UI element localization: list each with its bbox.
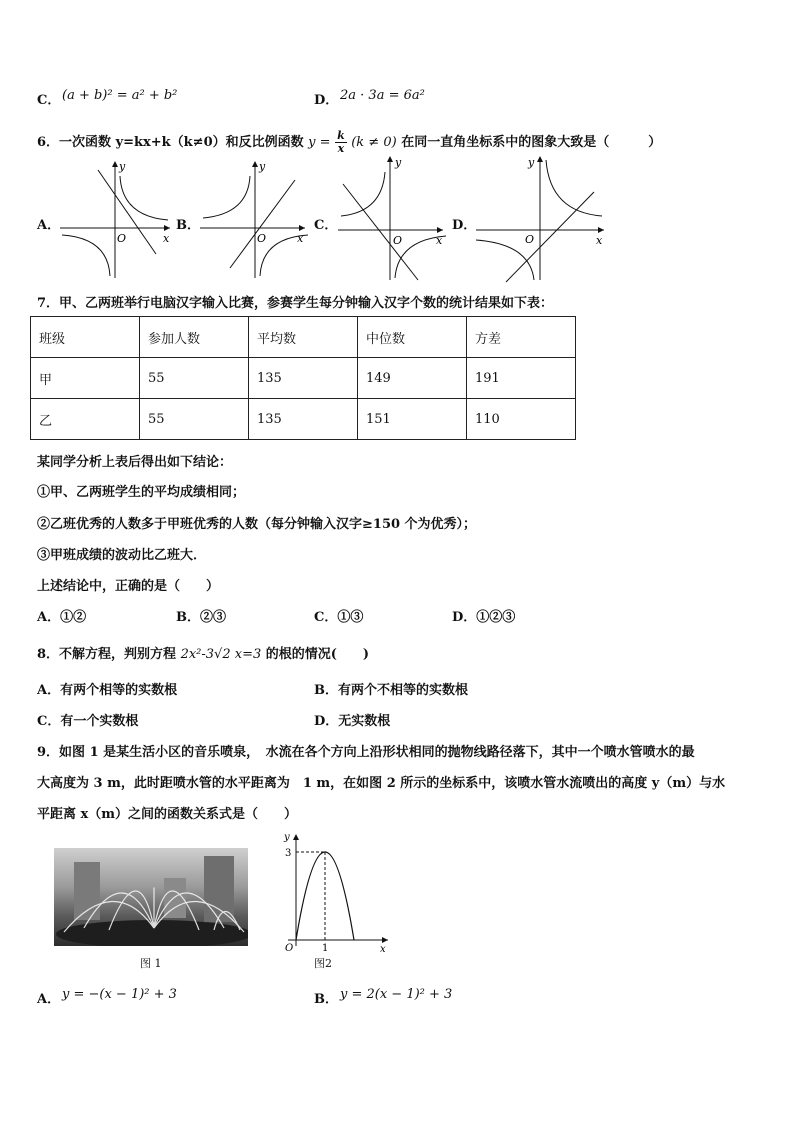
table-cell: 135: [249, 399, 358, 440]
q6d-x-label: x: [596, 234, 603, 247]
q5-option-d-label: D．: [314, 93, 339, 108]
q9-option-a-label: A．: [37, 992, 61, 1007]
table-header-row: [31, 317, 576, 358]
q7-conclusion-2: ②乙班优秀的人数多于甲班优秀的人数（每分钟输入汉字≥150 个为优秀）；: [37, 517, 477, 532]
q6-option-c-label: C．: [314, 218, 338, 233]
q6d-origin: O: [525, 233, 535, 246]
q9-fig1-caption: 图 1: [140, 957, 162, 970]
q6b-y-label: y: [259, 160, 266, 173]
table-header-cell: 平均数: [249, 317, 358, 358]
q7-stem: 7．甲、乙两班举行电脑汉字输入比赛，参赛学生每分钟输入汉字个数的统计结果如下表：: [37, 296, 554, 311]
q5-option-d-expression: 2a · 3a = 6a²: [340, 88, 425, 103]
q6-graph-b: [200, 158, 315, 283]
table-row: [31, 399, 576, 440]
q9-stem-line-3: 平距离 x（m）之间的函数关系式是（ ）: [37, 807, 298, 822]
q5-option-c-label: C．: [37, 93, 61, 108]
q8-stem-before: 8．不解方程，判别方程: [37, 647, 177, 662]
q6-stem-after: 在同一直角坐标系中的图象大致是（ ）: [401, 135, 662, 150]
table-cell: 乙: [31, 399, 140, 440]
q9-stem-line-1: 9．如图 1 是某生活小区的音乐喷泉， 水流在各个方向上沿形状相同的抛物线路径落下，其中一个喷水管喷水的最: [37, 745, 695, 760]
q9-graph-max-label: 3: [285, 848, 292, 859]
table-row: [31, 358, 576, 399]
table-cell: 191: [467, 358, 576, 399]
q7-option-b: B．②③: [176, 610, 226, 625]
q6c-x-label: x: [436, 234, 443, 247]
q6-condition: (k ≠ 0): [351, 135, 397, 150]
table-cell: 甲: [31, 358, 140, 399]
q8-option-d: D．无实数根: [314, 714, 391, 729]
q9-graph-x-label: x: [380, 944, 386, 955]
q9-fountain-photo: [54, 848, 248, 946]
q9-graph-vertex-x-label: 1: [322, 943, 329, 954]
q5-option-c-expression: (a + b)² = a² + b²: [62, 88, 178, 103]
q6-option-a-label: A．: [37, 218, 61, 233]
q6-fraction-numerator: k: [337, 129, 345, 142]
table-cell: 135: [249, 358, 358, 399]
q7-question: 上述结论中，正确的是（ ）: [37, 579, 220, 594]
q8-option-a: A．有两个相等的实数根: [37, 683, 178, 698]
q6-graph-c: [338, 152, 453, 282]
table-cell: 55: [140, 399, 249, 440]
q8-stem: [37, 643, 369, 662]
q9-option-b-expression: y = 2(x − 1)² + 3: [340, 987, 453, 1002]
q6b-origin: O: [257, 232, 267, 245]
table-cell: 110: [467, 399, 576, 440]
q9-fig2-caption: 图2: [314, 957, 332, 970]
q7-conclusion-1: ①甲、乙两班学生的平均成绩相同；: [37, 485, 246, 500]
q8-option-c: C．有一个实数根: [37, 714, 139, 729]
table-cell: 149: [358, 358, 467, 399]
table-header-cell: 参加人数: [140, 317, 249, 358]
table-cell: 55: [140, 358, 249, 399]
q7-option-c: C．①③: [314, 610, 364, 625]
q9-parabola-graph: [276, 830, 396, 955]
q6a-x-label: x: [163, 232, 170, 245]
table-header-cell: 方差: [467, 317, 576, 358]
q6a-y-label: y: [119, 160, 126, 173]
q7-stats-table: [30, 316, 576, 440]
q6b-x-label: x: [297, 232, 304, 245]
q9-stem-line-2: 大高度为 3 m，此时距喷水管的水平距离为 1 m，在如图 2 所示的坐标系中，该喷水管水流喷出的高度 y（m）与水: [37, 776, 726, 791]
q6-graph-a: [60, 158, 175, 283]
q6c-y-label: y: [395, 156, 402, 169]
q6-option-b-label: B．: [176, 218, 200, 233]
q8-stem-after: 的根的情况( ): [265, 647, 370, 662]
q7-intro: 某同学分析上表后得出如下结论：: [37, 455, 233, 470]
q7-option-d: D．①②③: [452, 610, 516, 625]
table-header-cell: 中位数: [358, 317, 467, 358]
q9-graph-origin: O: [285, 943, 294, 954]
q6-fraction-denominator: x: [337, 142, 345, 155]
q9-option-a-expression: y = −(x − 1)² + 3: [62, 987, 177, 1002]
q6-graph-d: [476, 152, 606, 284]
q9-option-b-label: B．: [314, 992, 338, 1007]
q6a-origin: O: [117, 232, 127, 245]
table-cell: 151: [358, 399, 467, 440]
q6c-origin: O: [393, 234, 403, 247]
q8-equation: 2x²-3√2 x=3: [180, 647, 262, 662]
q7-option-a: A．①②: [37, 610, 87, 625]
q6d-y-label: y: [528, 156, 535, 169]
q6-option-d-label: D．: [452, 218, 477, 233]
q6-stem-before: 6．一次函数 y=kx+k（k≠0）和反比例函数: [37, 135, 304, 150]
q8-option-b: B．有两个不相等的实数根: [314, 683, 468, 698]
q9-graph-y-label: y: [284, 832, 290, 843]
q6-stem: 6．一次函数 y=kx+k（k≠0）和反比例函数 y = $\frac{k}{x}$ (k ≠ 0) 在同一直角坐标系中的图象大致是（ ）: [37, 129, 662, 155]
table-header-cell: 班级: [31, 317, 140, 358]
q7-conclusion-3: ③甲班成绩的波动比乙班大．: [37, 548, 207, 563]
